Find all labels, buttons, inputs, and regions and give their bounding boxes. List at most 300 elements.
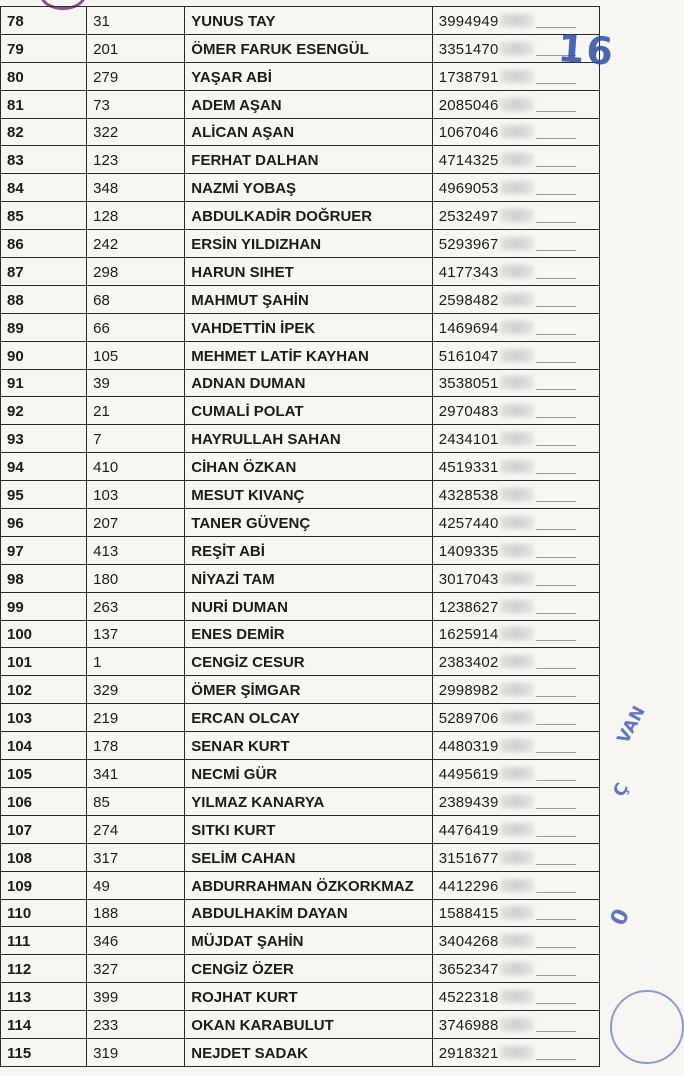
table-row bbox=[1, 927, 600, 955]
blank-underline bbox=[536, 445, 576, 446]
row-list-number: 219 bbox=[87, 704, 185, 732]
table-row bbox=[1, 369, 600, 397]
table-row bbox=[1, 425, 600, 453]
row-sequence-number: 89 bbox=[1, 313, 87, 341]
id-visible-digits: 2970483 bbox=[438, 403, 499, 421]
redacted-digits bbox=[500, 767, 534, 780]
table-row bbox=[1, 453, 600, 481]
row-id-number bbox=[432, 787, 599, 815]
row-list-number: 178 bbox=[87, 732, 185, 760]
blank-underline bbox=[536, 83, 576, 84]
row-list-number: 298 bbox=[87, 258, 185, 286]
table-row bbox=[1, 536, 600, 564]
redacted-digits bbox=[500, 683, 534, 696]
row-list-number: 137 bbox=[87, 620, 185, 648]
row-sequence-number: 105 bbox=[1, 760, 87, 788]
row-list-number: 49 bbox=[87, 871, 185, 899]
blank-underline bbox=[536, 334, 576, 335]
redacted-digits bbox=[500, 655, 534, 668]
row-full-name: ENES DEMİR bbox=[185, 620, 432, 648]
row-full-name: ADEM AŞAN bbox=[185, 90, 432, 118]
row-list-number: 346 bbox=[87, 927, 185, 955]
row-list-number: 188 bbox=[87, 899, 185, 927]
row-sequence-number: 91 bbox=[1, 369, 87, 397]
row-sequence-number: 78 bbox=[1, 7, 87, 35]
redacted-digits bbox=[500, 125, 534, 138]
row-full-name: ÖMER FARUK ESENGÜL bbox=[185, 34, 432, 62]
table-row bbox=[1, 34, 600, 62]
table-row bbox=[1, 871, 600, 899]
id-visible-digits: 2532497 bbox=[438, 208, 499, 226]
row-sequence-number: 79 bbox=[1, 34, 87, 62]
redacted-digits bbox=[500, 432, 534, 445]
redacted-digits bbox=[500, 70, 534, 83]
redacted-digits bbox=[500, 934, 534, 947]
redacted-digits bbox=[500, 711, 534, 724]
row-list-number: 103 bbox=[87, 481, 185, 509]
row-sequence-number: 96 bbox=[1, 509, 87, 537]
row-id-number bbox=[432, 564, 599, 592]
row-id-number bbox=[432, 174, 599, 202]
row-full-name: CENGİZ CESUR bbox=[185, 648, 432, 676]
table-row bbox=[1, 230, 600, 258]
row-list-number: 207 bbox=[87, 509, 185, 537]
table-row bbox=[1, 787, 600, 815]
row-list-number: 68 bbox=[87, 285, 185, 313]
row-sequence-number: 82 bbox=[1, 118, 87, 146]
table-row bbox=[1, 1038, 600, 1066]
row-full-name: REŞİT ABİ bbox=[185, 536, 432, 564]
row-full-name: CUMALİ POLAT bbox=[185, 397, 432, 425]
blank-underline bbox=[536, 529, 576, 530]
row-list-number: 180 bbox=[87, 564, 185, 592]
redacted-digits bbox=[500, 98, 534, 111]
table-row bbox=[1, 90, 600, 118]
row-full-name: NECMİ GÜR bbox=[185, 760, 432, 788]
row-full-name: ADNAN DUMAN bbox=[185, 369, 432, 397]
table-row bbox=[1, 843, 600, 871]
redacted-digits bbox=[500, 962, 534, 975]
blank-underline bbox=[536, 585, 576, 586]
id-visible-digits: 2389439 bbox=[438, 793, 499, 811]
row-full-name: YUNUS TAY bbox=[185, 7, 432, 35]
row-full-name: CİHAN ÖZKAN bbox=[185, 453, 432, 481]
blank-underline bbox=[536, 138, 576, 139]
redacted-digits bbox=[500, 1018, 534, 1031]
row-list-number: 1 bbox=[87, 648, 185, 676]
redacted-digits bbox=[500, 516, 534, 529]
redacted-digits bbox=[500, 1046, 534, 1059]
table-row bbox=[1, 620, 600, 648]
row-sequence-number: 114 bbox=[1, 1011, 87, 1039]
row-sequence-number: 115 bbox=[1, 1038, 87, 1066]
row-list-number: 341 bbox=[87, 760, 185, 788]
row-full-name: SENAR KURT bbox=[185, 732, 432, 760]
table-row bbox=[1, 592, 600, 620]
blank-underline bbox=[536, 780, 576, 781]
row-list-number: 410 bbox=[87, 453, 185, 481]
row-full-name: HAYRULLAH SAHAN bbox=[185, 425, 432, 453]
blank-underline bbox=[536, 724, 576, 725]
row-list-number: 85 bbox=[87, 787, 185, 815]
row-list-number: 73 bbox=[87, 90, 185, 118]
row-full-name: ABDULKADİR DOĞRUER bbox=[185, 202, 432, 230]
row-full-name: VAHDETTİN İPEK bbox=[185, 313, 432, 341]
row-full-name: TANER GÜVENÇ bbox=[185, 509, 432, 537]
blank-underline bbox=[536, 557, 576, 558]
row-list-number: 66 bbox=[87, 313, 185, 341]
row-sequence-number: 83 bbox=[1, 146, 87, 174]
id-visible-digits: 3994949 bbox=[438, 12, 499, 30]
id-visible-digits: 4714325 bbox=[438, 152, 499, 170]
row-list-number: 105 bbox=[87, 341, 185, 369]
id-visible-digits: 3351470 bbox=[438, 40, 499, 58]
blank-underline bbox=[536, 919, 576, 920]
row-sequence-number: 102 bbox=[1, 676, 87, 704]
row-list-number: 21 bbox=[87, 397, 185, 425]
row-list-number: 348 bbox=[87, 174, 185, 202]
row-id-number bbox=[432, 230, 599, 258]
row-id-number bbox=[432, 983, 599, 1011]
row-list-number: 329 bbox=[87, 676, 185, 704]
table-row bbox=[1, 62, 600, 90]
row-sequence-number: 107 bbox=[1, 815, 87, 843]
redacted-digits bbox=[500, 293, 534, 306]
redacted-digits bbox=[500, 544, 534, 557]
redacted-digits bbox=[500, 153, 534, 166]
row-sequence-number: 85 bbox=[1, 202, 87, 230]
blank-underline bbox=[536, 1031, 576, 1032]
row-full-name: MAHMUT ŞAHİN bbox=[185, 285, 432, 313]
table-row bbox=[1, 481, 600, 509]
row-full-name: NAZMİ YOBAŞ bbox=[185, 174, 432, 202]
id-visible-digits: 1625914 bbox=[438, 626, 499, 644]
row-full-name: YAŞAR ABİ bbox=[185, 62, 432, 90]
row-list-number: 322 bbox=[87, 118, 185, 146]
row-full-name: CENGİZ ÖZER bbox=[185, 955, 432, 983]
id-visible-digits: 2918321 bbox=[438, 1044, 499, 1062]
table-row bbox=[1, 313, 600, 341]
redacted-digits bbox=[500, 42, 534, 55]
id-visible-digits: 2598482 bbox=[438, 291, 499, 309]
row-id-number bbox=[432, 871, 599, 899]
row-id-number bbox=[432, 341, 599, 369]
id-visible-digits: 3017043 bbox=[438, 570, 499, 588]
row-list-number: 279 bbox=[87, 62, 185, 90]
redacted-digits bbox=[500, 321, 534, 334]
table-row bbox=[1, 146, 600, 174]
row-id-number bbox=[432, 704, 599, 732]
redacted-digits bbox=[500, 460, 534, 473]
redacted-digits bbox=[500, 627, 534, 640]
redacted-digits bbox=[500, 879, 534, 892]
row-id-number bbox=[432, 620, 599, 648]
redacted-digits bbox=[500, 14, 534, 27]
table-row bbox=[1, 118, 600, 146]
table-row bbox=[1, 955, 600, 983]
row-list-number: 319 bbox=[87, 1038, 185, 1066]
id-visible-digits: 1588415 bbox=[438, 905, 499, 923]
blank-underline bbox=[536, 389, 576, 390]
table-row bbox=[1, 174, 600, 202]
row-list-number: 201 bbox=[87, 34, 185, 62]
row-id-number bbox=[432, 843, 599, 871]
blank-underline bbox=[536, 166, 576, 167]
row-id-number bbox=[432, 1038, 599, 1066]
row-sequence-number: 92 bbox=[1, 397, 87, 425]
row-sequence-number: 103 bbox=[1, 704, 87, 732]
blank-underline bbox=[536, 111, 576, 112]
id-visible-digits: 5289706 bbox=[438, 710, 499, 728]
table-row bbox=[1, 648, 600, 676]
row-sequence-number: 101 bbox=[1, 648, 87, 676]
blank-underline bbox=[536, 808, 576, 809]
redacted-digits bbox=[500, 572, 534, 585]
blank-underline bbox=[536, 752, 576, 753]
row-id-number bbox=[432, 592, 599, 620]
row-sequence-number: 86 bbox=[1, 230, 87, 258]
id-visible-digits: 4480319 bbox=[438, 738, 499, 756]
id-visible-digits: 3151677 bbox=[438, 849, 499, 867]
row-id-number bbox=[432, 397, 599, 425]
table-body bbox=[1, 7, 600, 1067]
id-visible-digits: 1469694 bbox=[438, 319, 499, 337]
row-list-number: 31 bbox=[87, 7, 185, 35]
id-visible-digits: 5293967 bbox=[438, 236, 499, 254]
official-seal bbox=[610, 990, 684, 1064]
row-list-number: 413 bbox=[87, 536, 185, 564]
row-sequence-number: 100 bbox=[1, 620, 87, 648]
stamp-number: 16 bbox=[556, 26, 617, 74]
row-full-name: ERSİN YILDIZHAN bbox=[185, 230, 432, 258]
row-full-name: YILMAZ KANARYA bbox=[185, 787, 432, 815]
redacted-digits bbox=[500, 739, 534, 752]
id-visible-digits: 1738791 bbox=[438, 68, 499, 86]
row-list-number: 327 bbox=[87, 955, 185, 983]
row-list-number: 317 bbox=[87, 843, 185, 871]
table-row bbox=[1, 676, 600, 704]
row-sequence-number: 93 bbox=[1, 425, 87, 453]
row-sequence-number: 108 bbox=[1, 843, 87, 871]
id-visible-digits: 1409335 bbox=[438, 542, 499, 560]
row-sequence-number: 109 bbox=[1, 871, 87, 899]
table-row bbox=[1, 564, 600, 592]
redacted-digits bbox=[500, 181, 534, 194]
row-id-number bbox=[432, 955, 599, 983]
redacted-digits bbox=[500, 795, 534, 808]
id-visible-digits: 4495619 bbox=[438, 765, 499, 783]
row-full-name: MESUT KIVANÇ bbox=[185, 481, 432, 509]
redacted-digits bbox=[500, 906, 534, 919]
stamp-text-c: Ç bbox=[609, 779, 634, 801]
row-sequence-number: 80 bbox=[1, 62, 87, 90]
id-visible-digits: 2085046 bbox=[438, 96, 499, 114]
row-id-number bbox=[432, 536, 599, 564]
row-sequence-number: 99 bbox=[1, 592, 87, 620]
row-full-name: HARUN SIHET bbox=[185, 258, 432, 286]
redacted-digits bbox=[500, 404, 534, 417]
id-visible-digits: 4476419 bbox=[438, 821, 499, 839]
row-id-number bbox=[432, 676, 599, 704]
blank-underline bbox=[536, 892, 576, 893]
id-visible-digits: 4519331 bbox=[438, 459, 499, 477]
row-id-number bbox=[432, 899, 599, 927]
blank-underline bbox=[536, 501, 576, 502]
row-sequence-number: 104 bbox=[1, 732, 87, 760]
blank-underline bbox=[536, 278, 576, 279]
row-list-number: 123 bbox=[87, 146, 185, 174]
blank-underline bbox=[536, 947, 576, 948]
row-sequence-number: 84 bbox=[1, 174, 87, 202]
table-row bbox=[1, 285, 600, 313]
id-visible-digits: 4412296 bbox=[438, 877, 499, 895]
row-sequence-number: 90 bbox=[1, 341, 87, 369]
redacted-digits bbox=[500, 349, 534, 362]
table-row bbox=[1, 899, 600, 927]
row-id-number bbox=[432, 509, 599, 537]
row-sequence-number: 106 bbox=[1, 787, 87, 815]
row-id-number bbox=[432, 118, 599, 146]
blank-underline bbox=[536, 417, 576, 418]
row-full-name: SELİM CAHAN bbox=[185, 843, 432, 871]
blank-underline bbox=[536, 222, 576, 223]
table-row bbox=[1, 760, 600, 788]
blank-underline bbox=[536, 668, 576, 669]
id-visible-digits: 4177343 bbox=[438, 263, 499, 281]
id-visible-digits: 2383402 bbox=[438, 654, 499, 672]
blank-underline bbox=[536, 864, 576, 865]
row-full-name: SITKI KURT bbox=[185, 815, 432, 843]
table-row bbox=[1, 509, 600, 537]
id-visible-digits: 2998982 bbox=[438, 682, 499, 700]
row-list-number: 399 bbox=[87, 983, 185, 1011]
id-visible-digits: 1067046 bbox=[438, 124, 499, 142]
row-id-number bbox=[432, 481, 599, 509]
blank-underline bbox=[536, 473, 576, 474]
blank-underline bbox=[536, 613, 576, 614]
id-visible-digits: 4328538 bbox=[438, 487, 499, 505]
row-id-number bbox=[432, 313, 599, 341]
row-sequence-number: 94 bbox=[1, 453, 87, 481]
blank-underline bbox=[536, 250, 576, 251]
row-full-name: MÜJDAT ŞAHİN bbox=[185, 927, 432, 955]
blank-underline bbox=[536, 362, 576, 363]
row-full-name: ALİCAN AŞAN bbox=[185, 118, 432, 146]
row-sequence-number: 113 bbox=[1, 983, 87, 1011]
row-full-name: NEJDET SADAK bbox=[185, 1038, 432, 1066]
redacted-digits bbox=[500, 237, 534, 250]
table-row bbox=[1, 341, 600, 369]
id-visible-digits: 4522318 bbox=[438, 989, 499, 1007]
row-id-number bbox=[432, 258, 599, 286]
row-id-number bbox=[432, 285, 599, 313]
table-row bbox=[1, 1011, 600, 1039]
redacted-digits bbox=[500, 209, 534, 222]
redacted-digits bbox=[500, 823, 534, 836]
table-row bbox=[1, 732, 600, 760]
row-sequence-number: 87 bbox=[1, 258, 87, 286]
id-visible-digits: 4969053 bbox=[438, 180, 499, 198]
blank-underline bbox=[536, 194, 576, 195]
row-id-number bbox=[432, 927, 599, 955]
row-sequence-number: 81 bbox=[1, 90, 87, 118]
id-visible-digits: 3652347 bbox=[438, 961, 499, 979]
id-visible-digits: 3404268 bbox=[438, 933, 499, 951]
row-list-number: 233 bbox=[87, 1011, 185, 1039]
row-sequence-number: 110 bbox=[1, 899, 87, 927]
row-full-name: FERHAT DALHAN bbox=[185, 146, 432, 174]
row-full-name: NİYAZİ TAM bbox=[185, 564, 432, 592]
row-full-name: OKAN KARABULUT bbox=[185, 1011, 432, 1039]
table-row bbox=[1, 815, 600, 843]
redacted-digits bbox=[500, 488, 534, 501]
blank-underline bbox=[536, 696, 576, 697]
id-visible-digits: 5161047 bbox=[438, 347, 499, 365]
row-id-number bbox=[432, 648, 599, 676]
table-row bbox=[1, 704, 600, 732]
blank-underline bbox=[536, 306, 576, 307]
blank-underline bbox=[536, 1059, 576, 1060]
row-id-number bbox=[432, 146, 599, 174]
row-id-number bbox=[432, 90, 599, 118]
redacted-digits bbox=[500, 376, 534, 389]
row-full-name: ABDULHAKİM DAYAN bbox=[185, 899, 432, 927]
row-full-name: ERCAN OLCAY bbox=[185, 704, 432, 732]
row-full-name: ROJHAT KURT bbox=[185, 983, 432, 1011]
table-row bbox=[1, 258, 600, 286]
redacted-digits bbox=[500, 600, 534, 613]
stamp-text-van: VAN bbox=[613, 702, 650, 748]
table-row bbox=[1, 7, 600, 35]
row-list-number: 39 bbox=[87, 369, 185, 397]
row-full-name: MEHMET LATİF KAYHAN bbox=[185, 341, 432, 369]
row-sequence-number: 88 bbox=[1, 285, 87, 313]
row-id-number bbox=[432, 202, 599, 230]
row-id-number bbox=[432, 732, 599, 760]
row-full-name: ÖMER ŞİMGAR bbox=[185, 676, 432, 704]
row-list-number: 242 bbox=[87, 230, 185, 258]
row-list-number: 263 bbox=[87, 592, 185, 620]
row-id-number bbox=[432, 369, 599, 397]
stamp-text-zero: 0 bbox=[606, 905, 636, 930]
id-visible-digits: 3746988 bbox=[438, 1016, 499, 1034]
row-sequence-number: 98 bbox=[1, 564, 87, 592]
redacted-digits bbox=[500, 990, 534, 1003]
row-sequence-number: 111 bbox=[1, 927, 87, 955]
table-row bbox=[1, 983, 600, 1011]
row-id-number bbox=[432, 1011, 599, 1039]
blank-underline bbox=[536, 975, 576, 976]
row-id-number bbox=[432, 453, 599, 481]
table-row bbox=[1, 202, 600, 230]
row-full-name: ABDURRAHMAN ÖZKORKMAZ bbox=[185, 871, 432, 899]
row-list-number: 128 bbox=[87, 202, 185, 230]
blank-underline bbox=[536, 836, 576, 837]
id-visible-digits: 1238627 bbox=[438, 598, 499, 616]
row-sequence-number: 97 bbox=[1, 536, 87, 564]
table-row bbox=[1, 397, 600, 425]
redacted-digits bbox=[500, 851, 534, 864]
id-visible-digits: 4257440 bbox=[438, 514, 499, 532]
id-visible-digits: 3538051 bbox=[438, 375, 499, 393]
row-id-number bbox=[432, 760, 599, 788]
row-id-number bbox=[432, 815, 599, 843]
blank-underline bbox=[536, 1003, 576, 1004]
row-list-number: 274 bbox=[87, 815, 185, 843]
personnel-table bbox=[0, 6, 600, 1067]
id-visible-digits: 2434101 bbox=[438, 431, 499, 449]
row-sequence-number: 95 bbox=[1, 481, 87, 509]
